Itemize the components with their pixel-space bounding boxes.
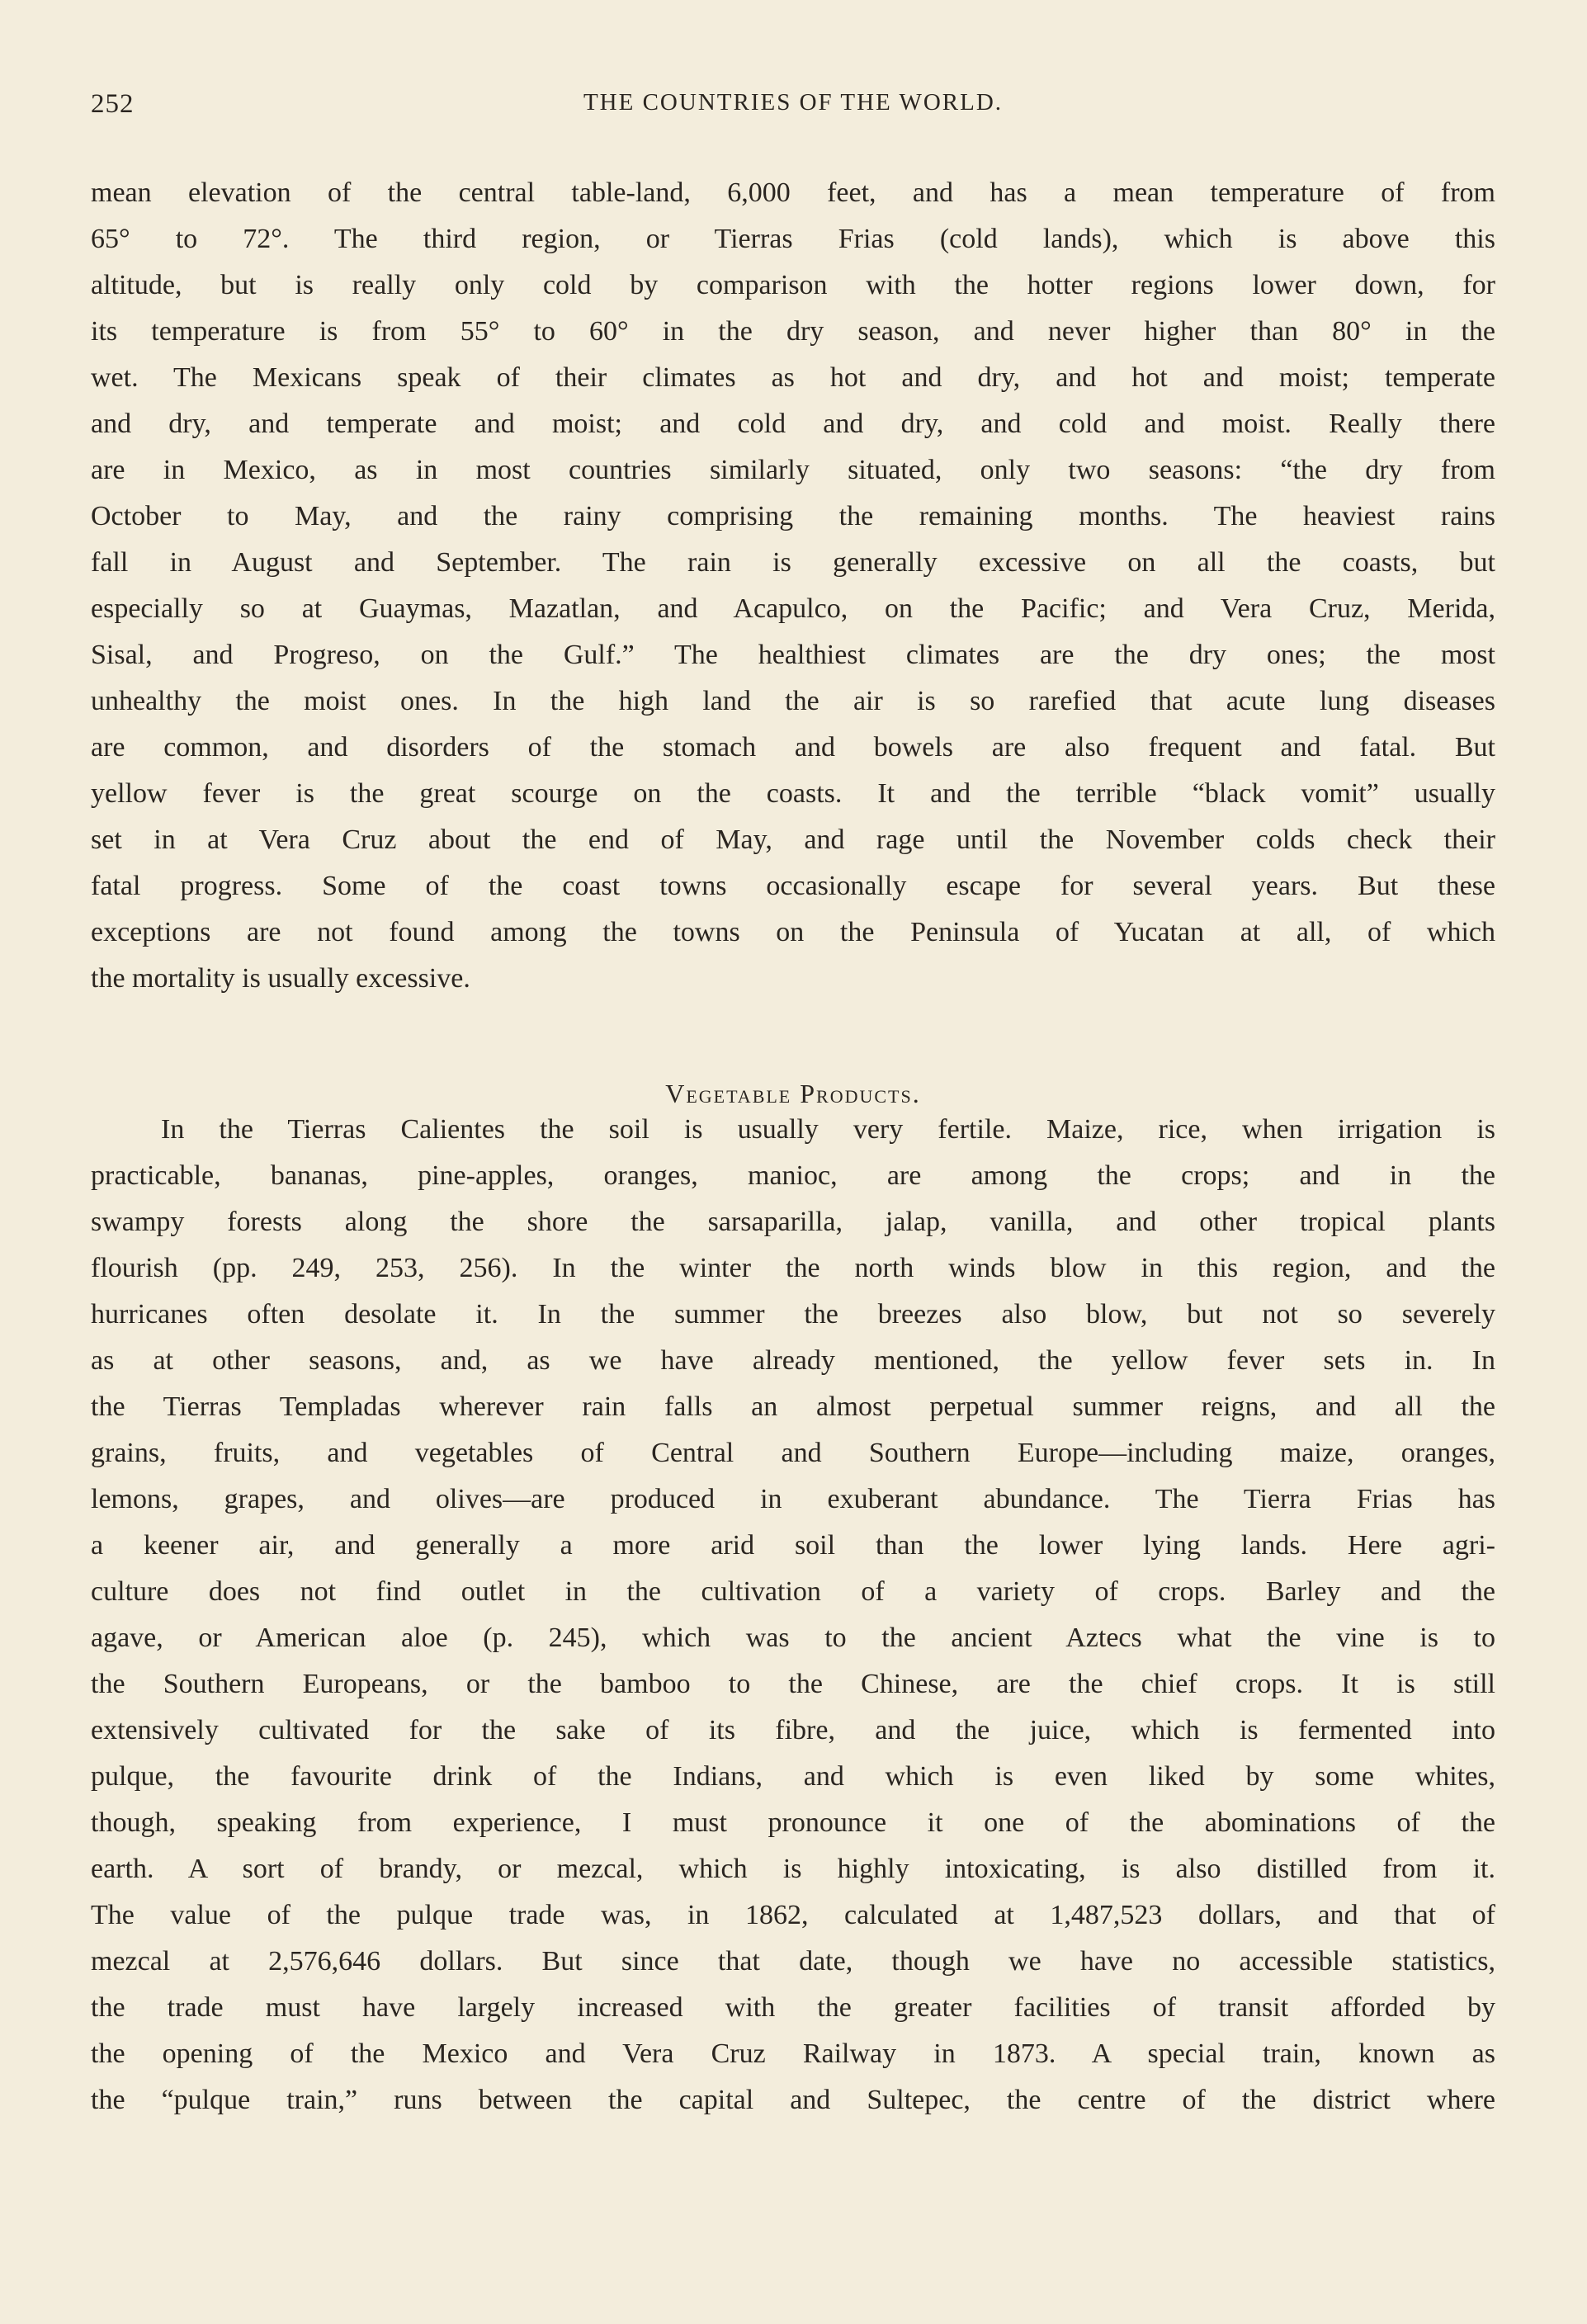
page-header (91, 89, 1495, 130)
text-line: yellow fever is the great scourge on the coasts. It and the terrible “black vomit” usually (91, 778, 1495, 809)
text-line: hurricanes often desolate it. In the summer the breezes also blow, but not so severely (91, 1299, 1495, 1330)
text-line: exceptions are not found among the towns on the Peninsula of Yucatan at all, of which (91, 917, 1495, 947)
text-line: The value of the pulque trade was, in 1862, calculated at 1,487,523 dollars, and that of (91, 1900, 1495, 1930)
text-line: wet. The Mexicans speak of their climates as hot and dry, and hot and moist; temperate (91, 362, 1495, 393)
text-line: lemons, grapes, and olives—are produced in exuberant abundance. The Tierra Frias has (91, 1484, 1495, 1514)
text-line: pulque, the favourite drink of the Indians, and which is even liked by some whites, (91, 1761, 1495, 1792)
text-line: October to May, and the rainy comprising the remaining months. The heaviest rains (91, 501, 1495, 531)
paragraph-climate (91, 170, 1495, 1002)
text-line: Sisal, and Progreso, on the Gulf.” The healthiest climates are the dry ones; the most (91, 640, 1495, 670)
text-line: the trade must have largely increased with the greater facilities of transit afforded by (91, 1992, 1495, 2023)
text-line: the Tierras Templadas wherever rain falls an almost perpetual summer reigns, and all the (91, 1391, 1495, 1422)
text-line: especially so at Guaymas, Mazatlan, and Acapulco, on the Pacific; and Vera Cruz, Merida, (91, 593, 1495, 624)
text-line: though, speaking from experience, I must pronounce it one of the abominations of the (91, 1807, 1495, 1838)
section-heading: Vegetable Products. (665, 1079, 921, 1108)
text-line: and dry, and temperate and moist; and cold and dry, and cold and moist. Really there (91, 409, 1495, 439)
text-line: grains, fruits, and vegetables of Central and Southern Europe—including maize, oranges, (91, 1438, 1495, 1468)
text-line: the “pulque train,” runs between the capital and Sultepec, the centre of the district where (91, 2085, 1495, 2115)
page-number: 252 (91, 89, 135, 119)
text-line: flourish (pp. 249, 253, 256). In the winter the north winds blow in this region, and the (91, 1253, 1495, 1283)
running-title: THE COUNTRIES OF THE WORLD. (583, 89, 1004, 116)
paragraph-vegetable-products (91, 1107, 1495, 2123)
text-line: are common, and disorders of the stomach and bowels are also frequent and fatal. But (91, 732, 1495, 763)
text-line: extensively cultivated for the sake of its fibre, and the juice, which is fermented into (91, 1715, 1495, 1745)
text-line: fatal progress. Some of the coast towns occasionally escape for several years. But these (91, 871, 1495, 901)
text-line: the opening of the Mexico and Vera Cruz Railway in 1873. A special train, known as (91, 2038, 1495, 2069)
text-line: are in Mexico, as in most countries similarly situated, only two seasons: “the dry from (91, 455, 1495, 485)
text-line: set in at Vera Cruz about the end of May, and rage until the November colds check their (91, 824, 1495, 855)
text-line: its temperature is from 55° to 60° in the dry season, and never higher than 80° in the (91, 316, 1495, 347)
text-line: In the Tierras Calientes the soil is usually very fertile. Maize, rice, when irrigation is (161, 1114, 1495, 1145)
text-line: mezcal at 2,576,646 dollars. But since that date, though we have no accessible statistics, (91, 1946, 1495, 1977)
text-line: unhealthy the moist ones. In the high land the air is so rarefied that acute lung diseases (91, 686, 1495, 716)
text-line: altitude, but is really only cold by comparison with the hotter regions lower down, for (91, 270, 1495, 300)
text-line: fall in August and September. The rain is generally excessive on all the coasts, but (91, 547, 1495, 578)
text-line: earth. A sort of brandy, or mezcal, which is highly intoxicating, is also distilled from it. (91, 1854, 1495, 1884)
text-line: culture does not find outlet in the cultivation of a variety of crops. Barley and the (91, 1576, 1495, 1607)
text-line: the Southern Europeans, or the bamboo to the Chinese, are the chief crops. It is still (91, 1669, 1495, 1699)
text-line: as at other seasons, and, as we have already mentioned, the yellow fever sets in. In (91, 1345, 1495, 1376)
text-line: the mortality is usually excessive. (91, 963, 470, 994)
text-line: agave, or American aloe (p. 245), which was to the ancient Aztecs what the vine is to (91, 1623, 1495, 1653)
text-line: practicable, bananas, pine-apples, oranges, manioc, are among the crops; and in the (91, 1160, 1495, 1191)
text-line: mean elevation of the central table-land, 6,000 feet, and has a mean temperature of from (91, 177, 1495, 208)
text-line: 65° to 72°. The third region, or Tierras Frias (cold lands), which is above this (91, 224, 1495, 254)
text-line: swampy forests along the shore the sarsaparilla, jalap, vanilla, and other tropical plants (91, 1207, 1495, 1237)
text-line: a keener air, and generally a more arid soil than the lower lying lands. Here agri- (91, 1530, 1495, 1561)
